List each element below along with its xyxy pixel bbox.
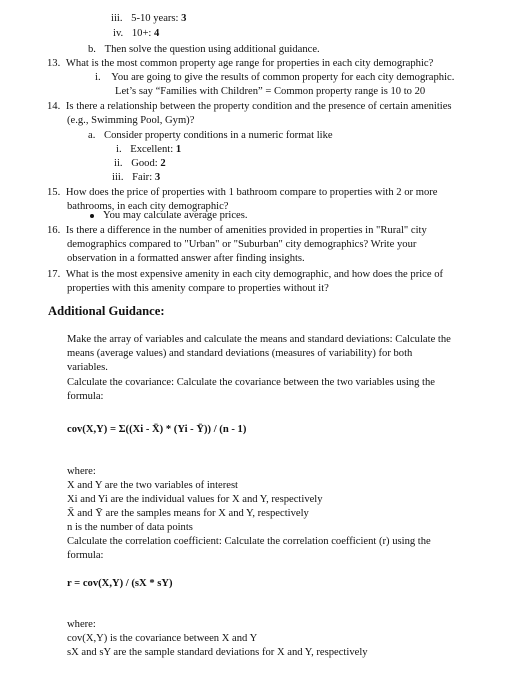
- section-heading: Additional Guidance:: [48, 304, 165, 318]
- guidance-p2-line2: formula:: [67, 391, 104, 402]
- list-text: 10+:: [131, 28, 155, 39]
- list-marker: i.: [116, 144, 122, 155]
- condition-label: Excellent:: [130, 144, 176, 155]
- list-marker: iii.: [111, 13, 123, 24]
- condition-excellent: [116, 143, 181, 156]
- where-label-2: where:: [67, 619, 96, 630]
- where1-line3: X̄ and Ȳ are the samples means for X and Y, respectively: [67, 508, 309, 519]
- question-text: Is there a relationship between the property condition and the presence of certain amenities: [65, 101, 452, 112]
- question-number: 16.: [47, 225, 61, 236]
- question-16-cont-2: observation in a formatted answer after finding insights.: [67, 253, 305, 264]
- where-label-1: where:: [67, 466, 96, 477]
- condition-value: 2: [160, 158, 166, 169]
- where1-line4: n is the number of data points: [67, 522, 193, 533]
- list-item-10-plus: [113, 27, 159, 40]
- guidance-p3-line2: formula:: [67, 550, 104, 561]
- guidance-p1-line2: means (average values) and standard deviations (measures of variability) for both: [67, 348, 413, 359]
- sub-text: You are going to give the results of common property for each city demographic.: [111, 72, 455, 83]
- where2-line2: sX and sY are the sample standard deviations for X and Y, respectively: [67, 647, 368, 658]
- q15-bullet-text: You may calculate average prices.: [103, 210, 248, 221]
- question-15-cont: bathrooms, in each city demographic?: [67, 201, 229, 212]
- guidance-p1-line1: Make the array of variables and calculate the means and standard deviations: Calculate the: [67, 334, 451, 345]
- question-14: [47, 100, 452, 113]
- list-value: 3: [181, 13, 187, 24]
- sub-text: Consider property conditions in a numeric format like: [104, 130, 333, 141]
- correlation-formula: r = cov(X,Y) / (sX * sY): [67, 578, 173, 589]
- where1-line2: Xi and Yi are the individual values for X and Y, respectively: [67, 494, 323, 505]
- where2-line1: cov(X,Y) is the covariance between X and Y: [67, 633, 258, 644]
- covariance-formula: cov(X,Y) = Σ((Xi - X̄) * (Yi - Ȳ)) / (n - 1): [67, 424, 247, 435]
- condition-label: Fair:: [132, 172, 155, 183]
- where1-line1: X and Y are the two variables of interest: [67, 480, 239, 491]
- question-text: Is there a difference in the number of amenities provided in properties in "Rural" city: [65, 225, 427, 236]
- question-15: [47, 186, 437, 199]
- list-value: 4: [154, 28, 160, 39]
- question-number: 15.: [47, 187, 61, 198]
- list-marker: iii.: [112, 172, 124, 183]
- question-17: [47, 268, 443, 281]
- question-text: How does the price of properties with 1 bathroom compare to properties with 2 or more: [65, 187, 438, 198]
- sub-marker: i.: [95, 72, 101, 83]
- question-number: 13.: [47, 58, 61, 69]
- q13-subitem: [95, 71, 454, 84]
- question-14-cont: (e.g., Swimming Pool, Gym)?: [67, 115, 195, 126]
- guidance-p2-line1: Calculate the covariance: Calculate the covariance between the two variables using the: [67, 377, 435, 388]
- q14-subitem: [88, 129, 333, 142]
- item-marker: b.: [88, 44, 96, 55]
- sub-marker: a.: [88, 130, 96, 141]
- bullet-icon: [90, 214, 94, 218]
- question-number: 17.: [47, 269, 61, 280]
- condition-fair: [112, 171, 160, 184]
- list-item-5-10-years: [111, 12, 186, 25]
- list-marker: ii.: [114, 158, 123, 169]
- condition-label: Good:: [131, 158, 161, 169]
- question-number: 14.: [47, 101, 61, 112]
- list-marker: iv.: [113, 28, 124, 39]
- question-16-cont-1: demographics compared to "Urban" or "Suburban" city demographics? Write your: [67, 239, 417, 250]
- condition-value: 3: [154, 172, 161, 183]
- list-text: 5-10 years:: [131, 13, 182, 24]
- question-text: What is the most expensive amenity in each city demographic, and how does the price of: [65, 269, 444, 280]
- condition-good: [114, 157, 166, 170]
- item-text: Then solve the question using additional guidance.: [104, 44, 320, 55]
- condition-value: 1: [175, 144, 182, 155]
- question-text: What is the most common property age range for properties in each city demographic?: [65, 58, 434, 69]
- question-13: [47, 57, 433, 70]
- question-16: [47, 224, 427, 237]
- item-b: [88, 43, 320, 56]
- guidance-p3-line1: Calculate the correlation coefficient: Calculate the correlation coefficient (r) using the: [67, 536, 431, 547]
- q13-subitem-cont: Let’s say “Families with Children” = Common property range is 10 to 20: [115, 86, 426, 97]
- guidance-p1-line3: variables.: [67, 362, 108, 373]
- question-17-cont: properties with this amenity compare to properties without it?: [67, 283, 329, 294]
